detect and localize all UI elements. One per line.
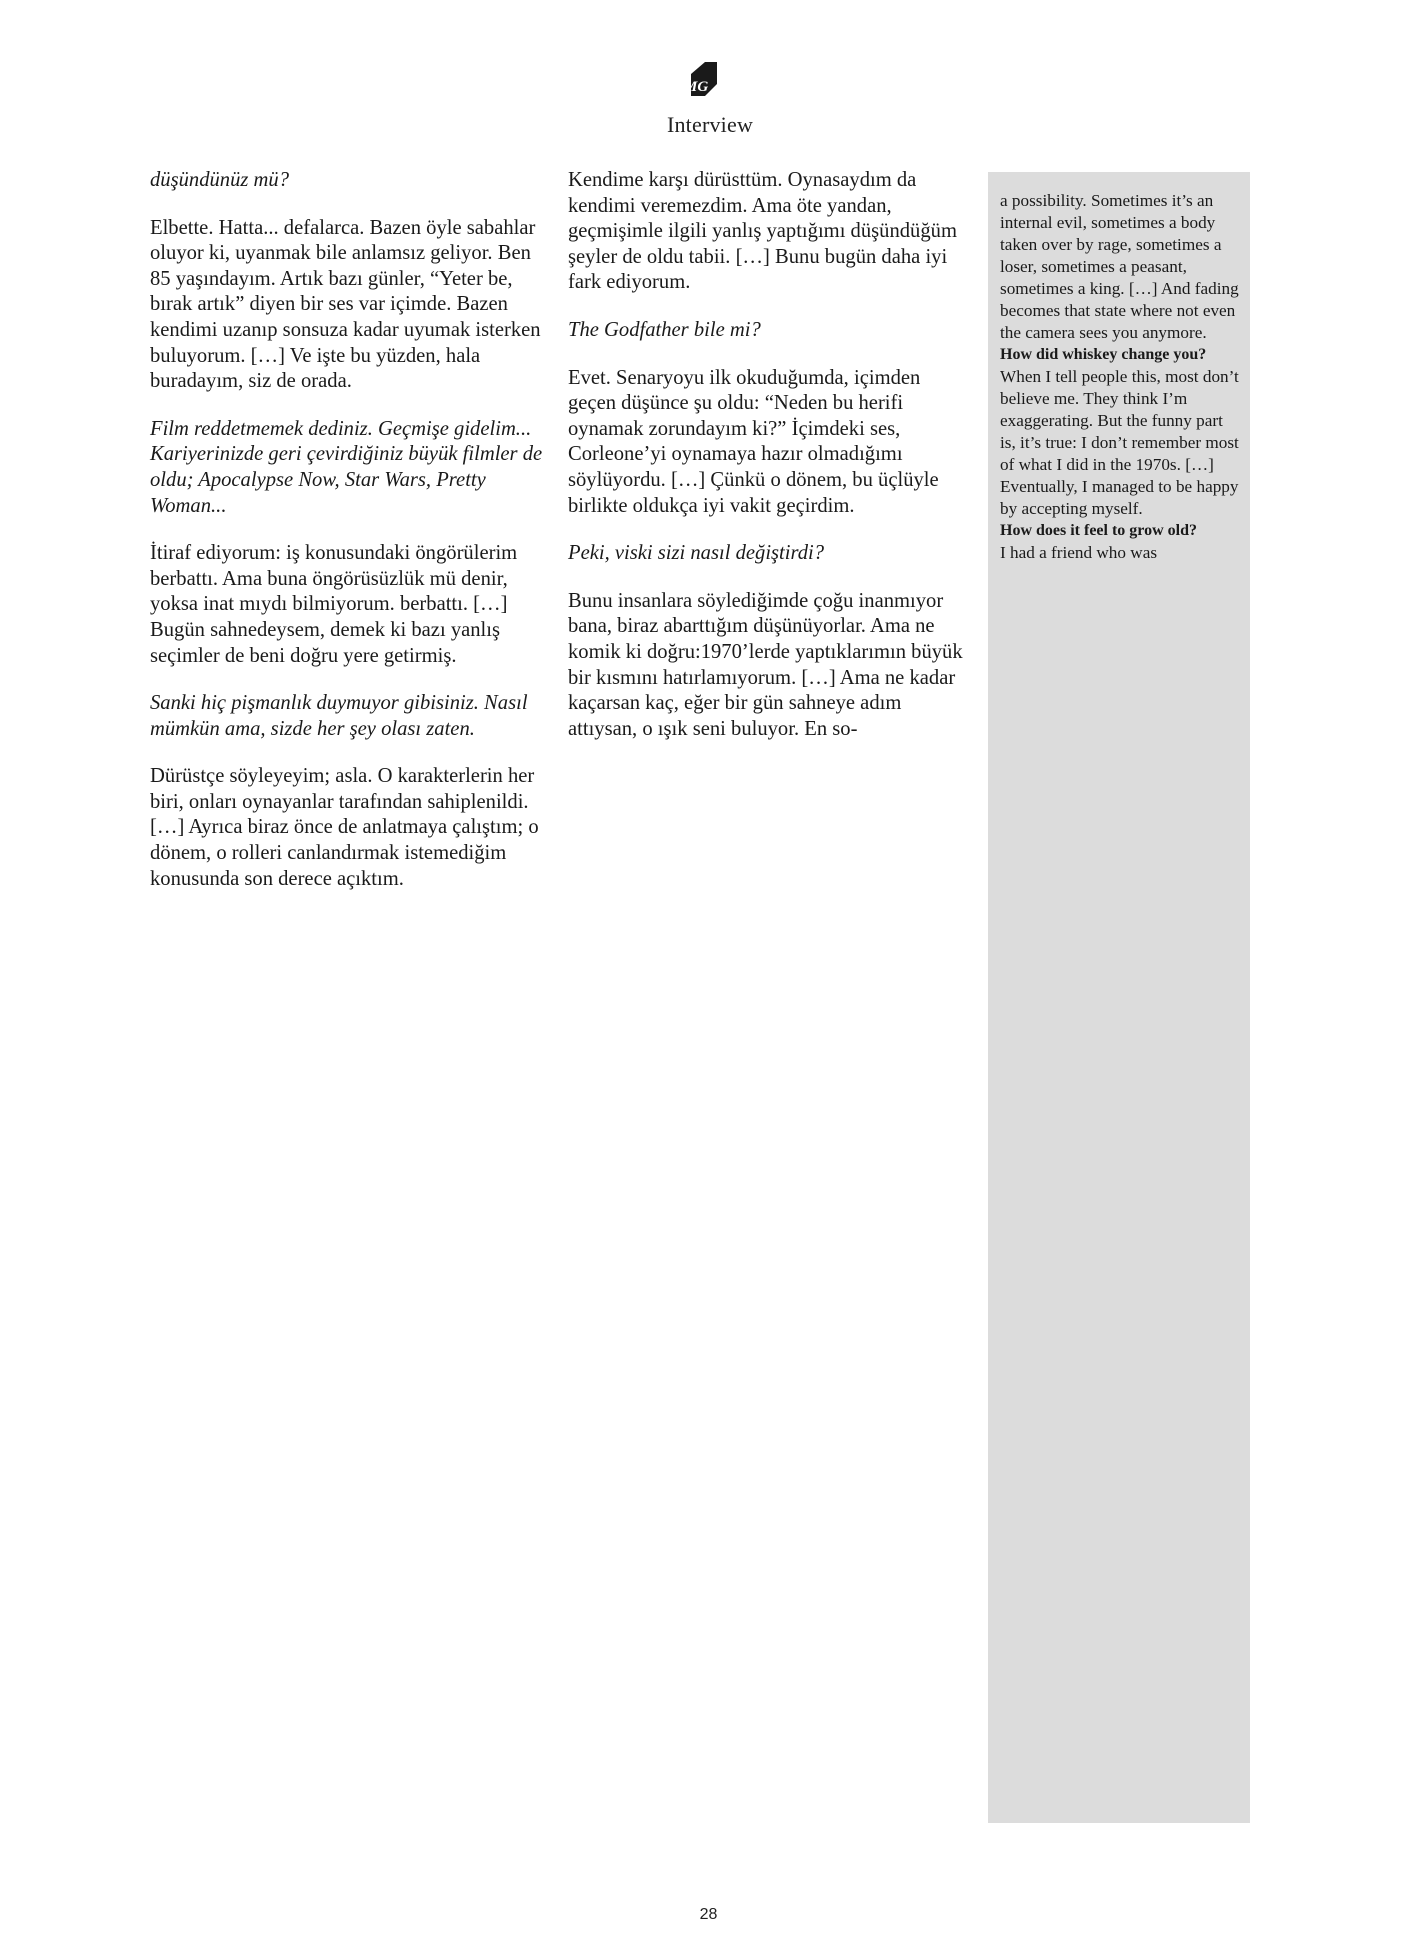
qa-block bbox=[568, 541, 970, 742]
answer: İtiraf ediyorum: iş konusundaki öngörülerim berbattı. Ama buna öngörüsüzlük mü denir, yoksa inat mıydı bilmiyorum. berbattı. […] Bugün sahnedeysem, demek ki bazı yanlış seçimler de beni doğru yere getirmiş. bbox=[150, 542, 518, 667]
sidebar-answer: I had a friend who was bbox=[1000, 543, 1158, 562]
sidebar-answer: When I tell people this, most don’t believe me. They think I’m exaggerating. But the funny part is, it’s true: I don’t remember most of what I did in the 1970s. […] Eventually, I managed to be happy by accepting myself. bbox=[1000, 367, 1239, 518]
column-2 bbox=[568, 168, 970, 764]
question: Peki, viski sizi nasıl değiştirdi? bbox=[568, 542, 825, 565]
qa-block bbox=[150, 691, 550, 892]
page-number: 28 bbox=[699, 1906, 718, 1923]
qa-block bbox=[568, 168, 970, 296]
question: The Godfather bile mi? bbox=[568, 318, 761, 341]
sidebar-answer: a possibility. Sometimes it’s an internal evil, sometimes a body taken over by rage, sometimes a loser, sometimes a peasant, sometimes a king. […] And fading becomes that state where not even the camera sees you anymore. bbox=[1000, 191, 1239, 342]
sidebar-question: How does it feel to grow old? bbox=[1000, 522, 1198, 539]
question: Film reddetmemek dediniz. Geçmişe gidelim... Kariyerinizde geri çevirdiğiniz büyük filmler de oldu; Apocalypse Now, Star Wars, Pretty Woman... bbox=[150, 417, 543, 517]
answer: Bunu insanlara söylediğimde çoğu inanmıyor bana, biraz abarttığım düşünüyorlar. Ama ne komik ki doğru:1970’lerde yaptıklarımın büyük bir kısmını hatırlamıyorum. […] Ama ne kadar kaçarsan kaç, eğer bir gün sahneye adım attıysan, o ışık seni buluyor. En so- bbox=[568, 589, 963, 740]
magazine-logo bbox=[683, 62, 719, 102]
qa-block bbox=[568, 318, 970, 519]
answer: Dürüstçe söyleyeyim; asla. O karakterlerin her biri, onları oynayanlar tarafından sahiplenildi. […] Ayrıca biraz önce de anlatmaya çalıştım; o dönem, o rolleri canlandırmak istemediğim konusunda son derece açıktım. bbox=[150, 765, 539, 890]
answer: Kendime karşı dürüsttüm. Oynasaydım da kendimi veremezdim. Ama öte yandan, geçmişimle ilgili yanlış yaptığımı düşündüğüm şeyler de oldu tabii. […] Bunu bugün daha iyi fark ediyorum. bbox=[568, 169, 957, 294]
sidebar-question: How did whiskey change you? bbox=[1000, 346, 1207, 363]
section-label: Interview bbox=[666, 112, 754, 137]
logo-text: MG bbox=[684, 79, 709, 95]
answer: Elbette. Hatta... defalarca. Bazen öyle sabahlar oluyor ki, uyanmak bile anlamsız geliyor. Ben 85 yaşındayım. Artık bazı günler, “Yeter be, bırak artık” diyen bir ses var içimde. Bazen kendimi uzanıp sonsuza kadar uyumak isterken buluyorum. […] Ve işte bu yüzden, hala buradayım, siz de orada. bbox=[150, 216, 541, 393]
question: düşündünüz mü? bbox=[150, 169, 290, 191]
qa-block bbox=[150, 168, 550, 395]
column-1 bbox=[150, 168, 550, 914]
answer: Evet. Senaryoyu ilk okuduğumda, içimden geçen düşünce şu oldu: “Neden bu herifi oynamak zorundayım ki?” İçimdeki ses, Corleone’yi oynamaya hazır olmadığımı söylüyordu. […] Çünkü o dönem, bu üçlüyle birlikte oldukça iyi vakit geçirdim. bbox=[568, 366, 939, 517]
english-sidebar bbox=[988, 172, 1250, 1823]
question: Sanki hiç pişmanlık duymuyor gibisiniz. Nasıl mümkün ama, sizde her şey olası zaten. bbox=[150, 692, 528, 740]
qa-block bbox=[150, 417, 550, 669]
